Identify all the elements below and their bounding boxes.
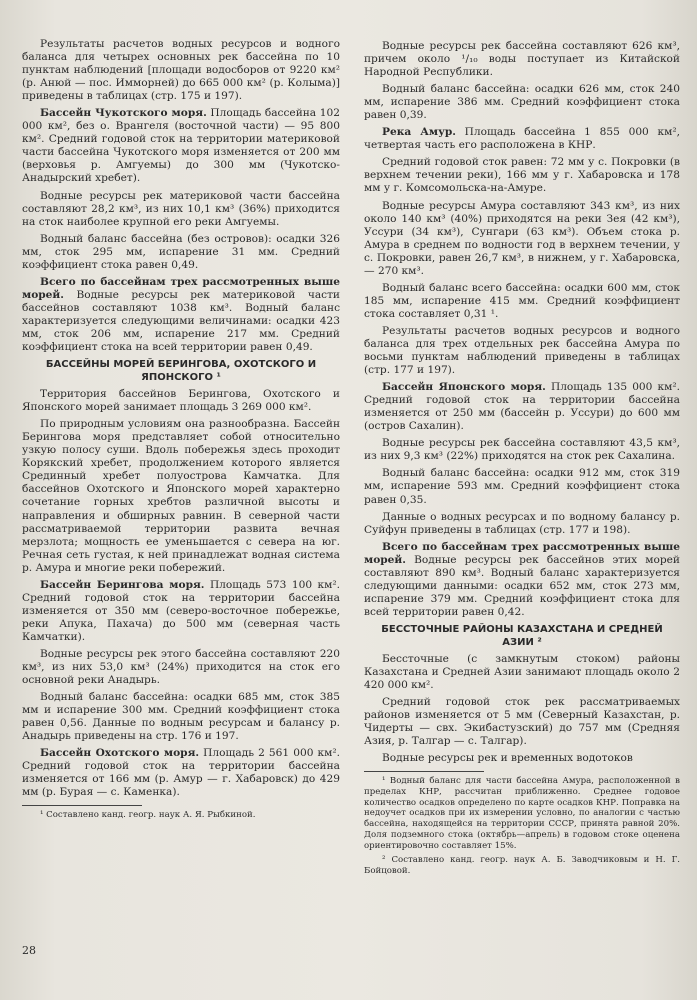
paragraph-text: Водные ресурсы рек материковой части бассейнов составляют 1038 км³. Водный баланс характеризуется следующими величинами: осадки 423 мм, сток 206 мм, испарение 217 мм. Средний коэффициент стока на всей территории равен 0,49. — [22, 288, 340, 354]
footnote: ¹ Водный баланс для части бассейна Амура, расположенной в пределах КНР, рассчитан приближенно. Среднее годовое количество осадков определено по карте осадков КНР. Поправка на недоучет осадков при их измерении условно, по аналогии с частью бассейна, находящейся на территории СССР, принята равной 20%. Доля подземного стока (октябрь—апрель) в годовом стоке оценена ориентировочно составляет 15%. — [364, 776, 680, 851]
footnote: ² Составлено канд. геогр. наук А. Б. Заводчиковым и Н. Г. Бойцовой. — [364, 855, 680, 876]
paragraph: Водные ресурсы рек и временных водотоков — [382, 752, 633, 765]
section-title: Бассейн Японского моря. — [382, 381, 546, 394]
chapter-heading: БАССЕЙНЫ МОРЕЙ БЕРИНГОВА, ОХОТСКОГО И ЯПОНСКОГО ¹ — [45, 359, 317, 384]
page-number: 28 — [22, 944, 36, 957]
paragraph: Водный баланс бассейна: осадки 626 мм, сток 240 мм, испарение 386 мм. Средний коэффициент стока равен 0,39. — [364, 83, 680, 122]
paragraph-text: Площадь 2 561 000 км². Средний годовой сток на территории бассейна изменяется от 166 мм (р. Амур — г. Хабаровск) до 429 мм (р. Бурая — с. Каменка). — [22, 747, 341, 799]
section-title: Бассейн Берингова моря. — [40, 578, 205, 591]
paragraph — [22, 747, 340, 799]
paragraph: Водный баланс всего бассейна: осадки 600 мм, сток 185 мм, испарение 415 мм. Средний коэффициент стока составляет 0,31 ¹. — [364, 281, 680, 320]
paragraph: Водный баланс бассейна (без островов): осадки 326 мм, сток 295 мм, испарение 31 мм. Средний коэффициент стока равен 0,49. — [22, 232, 340, 271]
chapter-heading: БЕССТОЧНЫЕ РАЙОНЫ КАЗАХСТАНА И СРЕДНЕЙ АЗИИ ² — [381, 623, 663, 648]
paragraph: Средний годовой сток равен: 72 мм у с. Покровки (в верхнем течении реки), 166 мм у г. Хабаровска и 178 мм у г. Комсомольска-на-Амуре. — [364, 156, 680, 195]
section-title: Всего по бассейнам трех рассмотренных выше морей. — [22, 275, 340, 301]
paragraph — [22, 579, 340, 644]
paragraph: Территория бассейнов Берингова, Охотского и Японского морей занимает площадь 3 269 000 км². — [22, 388, 340, 414]
paragraph: Водные ресурсы рек материковой части бассейна составляют 28,2 км³, из них 10,1 км³ (36%) приходится на сток наиболее крупной его реки Амгуемы. — [22, 189, 340, 228]
paragraph: Бессточные (с замкнутым стоком) районы Казахстана и Средней Азии занимают площадь около 2 420 000 км². — [364, 652, 680, 692]
footnote-divider — [22, 805, 142, 806]
section-title: Река Амур. — [382, 126, 456, 139]
paragraph: Водные ресурсы рек этого бассейна составляют 220 км³, из них 53,0 км³ (24%) приходится на сток его основной реки Анадырь. — [22, 647, 340, 687]
paragraph-text: Площадь 135 000 км². Средний годовой сток на территории бассейна изменяется от 250 мм (бассейн р. Уссури) до 600 мм (остров Сахалин). — [364, 381, 680, 433]
paragraph: Водные ресурсы Амура составляют 343 км³, из них около 140 км³ (40%) приходятся на реки Зея (42 км³), Уссури (34 км³), Сунгари (63 км³). Объем стока р. Амура в среднем по водности год в верхнем течении, у с. Покровки, равен 26,7 км³, в нижнем, у г. Хабаровска, — 270 км³. — [364, 199, 680, 277]
left-column — [22, 38, 340, 825]
paragraph: Результаты расчетов водных ресурсов и водного баланса для четырех основных рек бассейна по 10 пунктам наблюдений [площади водосборов от 9220 км² (р. Анюй — пос. Имморней) до 665 000 км² (р. Колыма)] приведены в таблицах (стр. 175 и 197). — [22, 38, 340, 103]
paragraph — [364, 126, 680, 152]
paragraph: Средний годовой сток рек рассматриваемых районов изменяется от 5 мм (Северный Казахстан, р. Чидерты — свх. Экибастузский) до 757 мм (Средняя Азия, р. Талгар — с. Талгар). — [364, 696, 680, 748]
paragraph: Данные о водных ресурсах и по водному балансу р. Суйфун приведены в таблицах (стр. 177 и 198). — [364, 510, 680, 536]
paragraph: Водный баланс бассейна: осадки 685 мм, сток 385 мм и испарение 300 мм. Средний коэффициент стока равен 0,56. Данные по водным ресурсам и балансу р. Анадырь приведены на стр. 176 и 197. — [22, 691, 340, 743]
section-title: Всего по бассейнам трех рассмотренных выше морей. — [364, 540, 680, 566]
paragraph: Водные ресурсы рек бассейна составляют 626 км³, причем около ¹/₁₀ воды поступает из Китайской Народной Республики. — [364, 40, 680, 79]
right-column — [364, 40, 680, 881]
paragraph — [22, 107, 340, 185]
paragraph: По природным условиям она разнообразна. Бассейн Берингова моря представляет собой относительно узкую полосу суши. Вдоль побережья здесь проходит Корякский хребет, продолжением которого является Срединный хребет полуострова Камчатка. Для бассейнов Охотского и Японского морей характерно сочетание горных хребтов различной высоты и направления и обширных равнин. В северной части рассматриваемой территории развита вечная мерзлота; мощность ее уменьшается с севера на юг. Речная сеть густая, к ней принадлежат водная система р. Амура и многие реки побережий. — [22, 418, 340, 574]
paragraph: Результаты расчетов водных ресурсов и водного баланса для трех отдельных рек бассейна Амура по восьми пунктам наблюдений приведены в таблицах (стр. 177 и 197). — [364, 324, 680, 377]
footnote-divider — [364, 771, 484, 772]
paragraph-text: Площадь бассейна 102 000 км², без о. Врангеля (восточной части) — 95 800 км². Средний годовой сток на территории материковой части бассейна Чукотского моря изменяется от 200 мм (верховья р. Амгуемы) до 300 мм (Чукотско-Анадырский хребет). — [22, 107, 340, 185]
section-title: Бассейн Охотского моря. — [40, 747, 200, 760]
paragraph: Водный баланс бассейна: осадки 912 мм, сток 319 мм, испарение 593 мм. Средний коэффициент стока равен 0,35. — [364, 467, 680, 506]
section-title: Бассейн Чукотского моря. — [40, 107, 207, 120]
paragraph — [364, 381, 680, 433]
paragraph — [22, 276, 340, 354]
footnote: ¹ Составлено канд. геогр. наук А. Я. Рыбкиной. — [40, 810, 256, 821]
paragraph: Водные ресурсы рек бассейна составляют 43,5 км³, из них 9,3 км³ (22%) приходятся на сток рек Сахалина. — [364, 437, 680, 463]
paragraph-text: Водные ресурсы рек бассейнов этих морей составляют 890 км³. Водный баланс характеризуется следующими данными: осадки 652 мм, сток 273 мм, испарение 379 мм. Средний коэффициент стока для всей территории равен 0,42. — [364, 553, 680, 618]
paragraph — [364, 541, 680, 619]
paragraph-text: Площадь бассейна 1 855 000 км², четвертая часть его расположена в КНР. — [364, 126, 680, 152]
paragraph-text: Площадь 573 100 км². Средний годовой сток на территории бассейна изменяется от 350 мм (северо-восточное побережье, реки Апука, Пахача) до 500 мм (северная часть Камчатки). — [22, 578, 340, 643]
